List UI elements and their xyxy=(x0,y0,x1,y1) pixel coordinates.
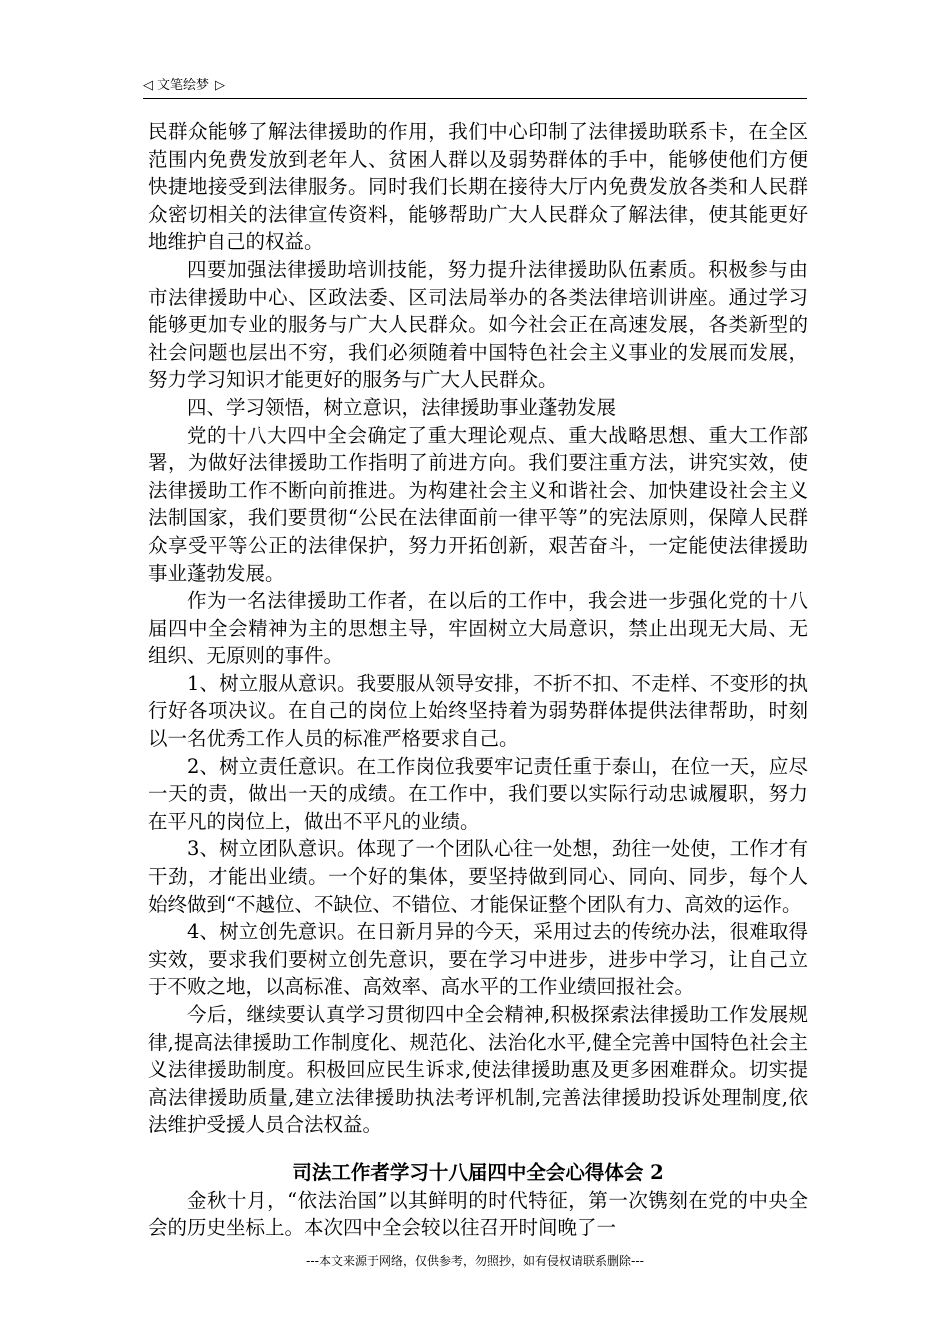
section-title: 司法工作者学习十八届四中全会心得体会 2 xyxy=(292,1160,664,1184)
left-triangle-icon: ◁ xyxy=(143,78,153,93)
paragraph: 四要加强法律援助培训技能，努力提升法律援助队伍素质。积极参与由市法律援助中心、区政法委、区司法局举办的各类法律培训讲座。通过学习能够更加专业的服务与广大人民群众。如今社会正在高速发展，各类新型的社会问题也层出不穷，我们必须随着中国特色社会主义事业的发展而发展，努力学习知识才能更好的服务与广大人民群众。 xyxy=(148,257,808,392)
list-item: 3、树立团队意识。体现了一个团队心往一处想，劲往一处使，工作才有干劲，才能出业绩。一个好的集体，要坚持做到同心、同向、同步，每个人始终做到“不越位、不缺位、不错位、才能保证整个团队有力、高效的运作。 xyxy=(148,837,808,916)
page-header xyxy=(143,74,807,99)
list-item: 1、树立服从意识。我要服从领导安排，不折不扣、不走样、不变形的执行好各项决议。在自己的岗位上始终坚持着为弱势群体提供法律帮助，时刻以一名优秀工作人员的标准严格要求自己。 xyxy=(148,671,808,751)
subheading: 四、学习领悟，树立意识，法律援助事业蓬勃发展 xyxy=(187,395,617,419)
paragraph: 民群众能够了解法律援助的作用，我们中心印制了法律援助联系卡，在全区范围内免费发放到老年人、贫困人群以及弱势群体的手中，能够使他们方便快捷地接受到法律服务。同时我们长期在接待大厅内免费发放各类和人民群众密切相关的法律宣传资料，能够帮助广大人民群众了解法律，使其能更好地维护自己的权益。 xyxy=(148,120,808,254)
paragraph: 今后，继续要认真学习贯彻四中全会精神,积极探索法律援助工作发展规律,提高法律援助工作制度化、规范化、法治化水平,健全完善中国特色社会主义法律援助制度。积极回应民生诉求,使法律援助惠及更多困难群众。切实提高法律援助质量,建立法律援助执法考评机制,完善法律援助投诉处理制度,依法维护受援人员合法权益。 xyxy=(148,1003,808,1137)
right-triangle-icon: ▷ xyxy=(215,78,226,93)
list-item: 2、树立责任意识。在工作岗位我要牢记责任重于泰山，在位一天，应尽一天的责，做出一天的成绩。在工作中，我们要以实际行动忠诚履职，努力在平凡的岗位上，做出不平凡的业绩。 xyxy=(148,754,808,833)
paragraph: 金秋十月，“依法治国”以其鲜明的时代特征，第一次镌刻在党的中央全会的历史坐标上。本次四中全会较以往召开时间晚了一 xyxy=(148,1188,808,1240)
paragraph: 党的十八大四中全会确定了重大理论观点、重大战略思想、重大工作部署，为做好法律援助工作指明了前进方向。我们要注重方法，讲究实效，使法律援助工作不断向前推进。为构建社会主义和谐社会、加快建设社会主义法制国家，我们要贯彻“公民在法律面前一律平等”的宪法原则，保障人民群众享受平等公正的法律保护，努力开拓创新，艰苦奋斗，一定能使法律援助事业蓬勃发展。 xyxy=(148,423,808,585)
paragraph: 作为一名法律援助工作者，在以后的工作中，我会进一步强化党的十八届四中全会精神为主的思想主导，牢固树立大局意识，禁止出现无大局、无组织、无原则的事件。 xyxy=(148,589,808,668)
document-body xyxy=(148,118,808,1242)
page-footer: ---本文来源于网络，仅供参考，勿照抄，如有侵权请联系删除--- xyxy=(306,1254,644,1268)
header-title: 文笔绘梦 xyxy=(157,78,210,93)
list-item: 4、树立创先意识。在日新月异的今天，采用过去的传统办法，很难取得实效，要求我们要树立创先意识，要在学习中进步，进步中学习，让自己立于不败之地，以高标准、高效率、高水平的工作业绩回报社会。 xyxy=(148,920,808,999)
